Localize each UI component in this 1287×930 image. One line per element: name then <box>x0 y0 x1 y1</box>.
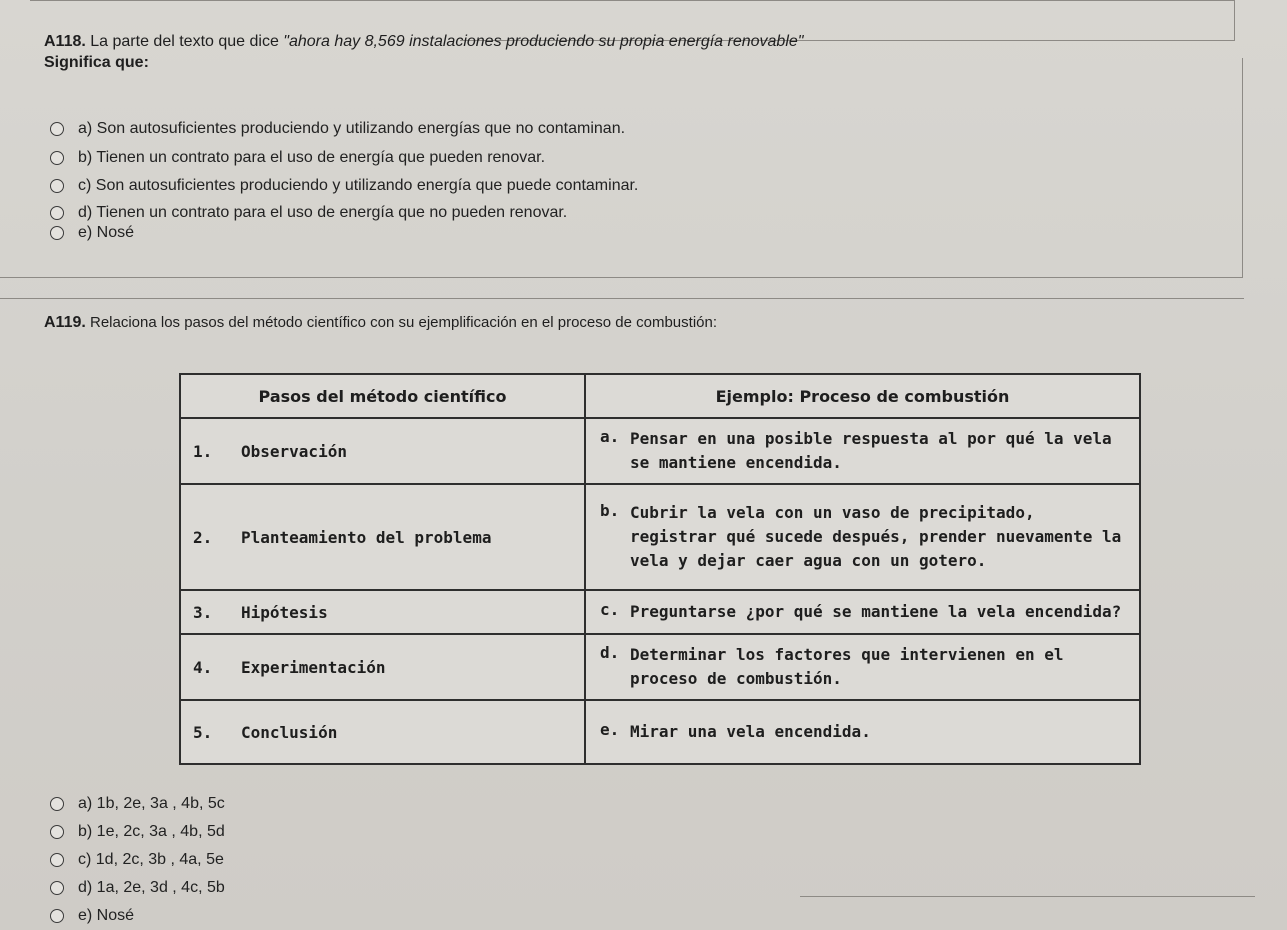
step-cell: 5. Conclusión <box>180 700 585 764</box>
radio-button[interactable] <box>50 909 64 923</box>
q119-option-a-label: a) 1b, 2e, 3a , 4b, 5c <box>78 795 225 812</box>
q119-option-b-label: b) 1e, 2c, 3a , 4b, 5d <box>78 823 225 840</box>
q119-option-a[interactable] <box>50 792 225 816</box>
question-118-number: A118. <box>44 33 86 50</box>
section-rule-2 <box>0 298 1244 299</box>
example-text: Determinar los factores que intervienen en el proceso de combustión. <box>630 645 1064 688</box>
step-cell: 2. Planteamiento del problema <box>180 484 585 590</box>
radio-button[interactable] <box>50 122 64 136</box>
radio-button[interactable] <box>50 881 64 895</box>
radio-button[interactable] <box>50 151 64 165</box>
q118-option-e-label: e) Nosé <box>78 224 135 241</box>
example-text: Cubrir la vela con un vaso de precipitado, registrar qué sucede después, prender nuevamente la vela y dejar caer agua con un gotero. <box>630 503 1122 570</box>
matching-table <box>179 373 1141 765</box>
table-row <box>180 700 1140 764</box>
question-119-text: Relaciona los pasos del método científico con su ejemplificación en el proceso de combustión: <box>89 314 718 331</box>
step-label: Planteamiento del problema <box>241 527 492 547</box>
q118-option-d-label: d) Tienen un contrato para el uso de energía que no pueden renovar. <box>78 204 568 221</box>
step-label: Observación <box>241 441 347 461</box>
example-text: Preguntarse ¿por qué se mantiene la vela encendida? <box>630 602 1122 621</box>
bottom-rule <box>800 896 1255 897</box>
example-cell: a. Pensar en una posible respuesta al por qué la vela se mantiene encendida. <box>585 418 1140 484</box>
header-vrule <box>1234 0 1235 40</box>
q119-option-e[interactable] <box>50 904 134 928</box>
radio-button[interactable] <box>50 797 64 811</box>
q119-option-e-label: e) Nosé <box>78 907 135 924</box>
radio-button[interactable] <box>50 206 64 220</box>
table-row <box>180 590 1140 634</box>
question-118-subtitle: Significa que: <box>44 54 149 71</box>
example-text: Pensar en una posible respuesta al por qué la vela se mantiene encendida. <box>630 429 1112 472</box>
q119-option-d-label: d) 1a, 2e, 3d , 4c, 5b <box>78 879 225 896</box>
q118-option-c-label: c) Son autosuficientes produciendo y utilizando energía que puede contaminar. <box>78 177 639 194</box>
q119-option-c-label: c) 1d, 2c, 3b , 4a, 5e <box>78 851 224 868</box>
example-cell: e. Mirar una vela encendida. <box>585 700 1140 764</box>
example-text: Mirar una vela encendida. <box>630 722 871 741</box>
table-row <box>180 484 1140 590</box>
q118-option-c[interactable] <box>50 174 638 198</box>
table-row <box>180 634 1140 700</box>
question-118-text: La parte del texto que dice <box>90 33 284 50</box>
q118-option-a-label: a) Son autosuficientes produciendo y utilizando energías que no contaminan. <box>78 120 626 137</box>
header-examples: Ejemplo: Proceso de combustión <box>585 374 1140 418</box>
step-label: Hipótesis <box>241 602 328 622</box>
radio-button[interactable] <box>50 226 64 240</box>
example-cell: d. Determinar los factores que intervienen en el proceso de combustión. <box>585 634 1140 700</box>
q119-option-d[interactable] <box>50 876 225 900</box>
radio-button[interactable] <box>50 853 64 867</box>
q118-option-b-label: b) Tienen un contrato para el uso de energía que pueden renovar. <box>78 149 546 166</box>
radio-button[interactable] <box>50 179 64 193</box>
step-label: Experimentación <box>241 657 386 677</box>
q118-option-a[interactable] <box>50 117 625 141</box>
step-label: Conclusión <box>241 722 338 742</box>
question-118-title <box>44 32 1194 52</box>
q119-option-c[interactable] <box>50 848 224 872</box>
q119-option-b[interactable] <box>50 820 225 844</box>
example-cell: b. Cubrir la vela con un vaso de precipitado, registrar qué sucede después, prender nuevamente la vela y dejar caer agua con un gotero. <box>585 484 1140 590</box>
table-row <box>180 418 1140 484</box>
section-vrule-1 <box>1242 58 1243 278</box>
question-118-quote: "ahora hay 8,569 instalaciones produciendo su propia energía renovable" <box>283 33 804 50</box>
step-cell: 4. Experimentación <box>180 634 585 700</box>
question-119-number: A119. <box>44 314 86 331</box>
q118-option-b[interactable] <box>50 146 545 170</box>
question-119-title <box>44 314 717 332</box>
top-rule <box>30 0 1235 1</box>
radio-button[interactable] <box>50 825 64 839</box>
q118-option-e[interactable] <box>50 221 134 245</box>
step-cell: 1. Observación <box>180 418 585 484</box>
example-cell: c. Preguntarse ¿por qué se mantiene la vela encendida? <box>585 590 1140 634</box>
step-cell: 3. Hipótesis <box>180 590 585 634</box>
section-rule-1 <box>0 277 1242 278</box>
header-steps: Pasos del método científico <box>180 374 585 418</box>
table-header-row <box>180 374 1140 418</box>
